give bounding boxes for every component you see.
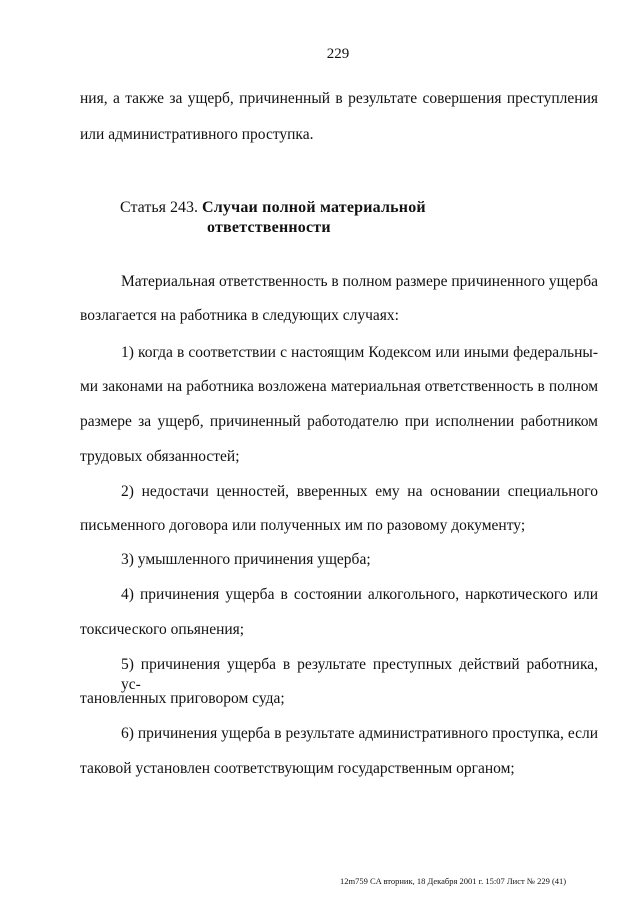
article-heading [120,198,426,218]
item-4-line-2: токсического опьянения; [80,621,245,638]
article-title-line-1: Случаи полной материальной [201,199,426,216]
item-4-line-1: 4) причинения ущерба в состоянии алкогольного, наркотического или [121,586,598,603]
continuation-line-1: ния, а также за ущерб, причиненный в результате совершения преступления [80,90,598,107]
intro-line-2: возлагается на работника в следующих случаях: [80,307,399,324]
item-6-line-1: 6) причинения ущерба в результате административного проступка, если [121,725,598,742]
intro-line-1: Материальная ответственность в полном размере причиненного ущерба [121,273,598,290]
article-title-line-2: ответственности [207,219,331,236]
item-1-line-1: 1) когда в соответствии с настоящим Кодексом или иными федеральны- [121,344,598,361]
item-1-line-3: размере за ущерб, причиненный работодателю при исполнении работником [80,413,598,430]
print-footer: 12m759 CA вторник, 18 Декабря 2001 г. 15:07 Лист № 229 (41) [340,876,567,886]
item-3-line-1: 3) умышленного причинения ущерба; [121,551,371,568]
item-2-line-2: письменного договора или полученных им по разовому документу; [80,517,526,534]
item-5-line-2: тановленных приговором суда; [80,690,285,707]
item-1-line-2: ми законами на работника возложена материальная ответственность в полном [80,378,598,395]
continuation-line-2: или административного проступка. [80,126,314,143]
page-number: 229 [326,46,350,62]
article-prefix: Статья 243. [120,199,198,216]
item-1-line-4: трудовых обязанностей; [80,448,240,465]
item-2-line-1: 2) недостачи ценностей, вверенных ему на основании специального [121,483,598,500]
item-5-line-1: 5) причинения ущерба в результате преступных действий работника, ус- [121,656,598,693]
item-6-line-2: таковой установлен соответствующим государственным органом; [80,760,515,777]
article-heading-cont [207,218,331,238]
